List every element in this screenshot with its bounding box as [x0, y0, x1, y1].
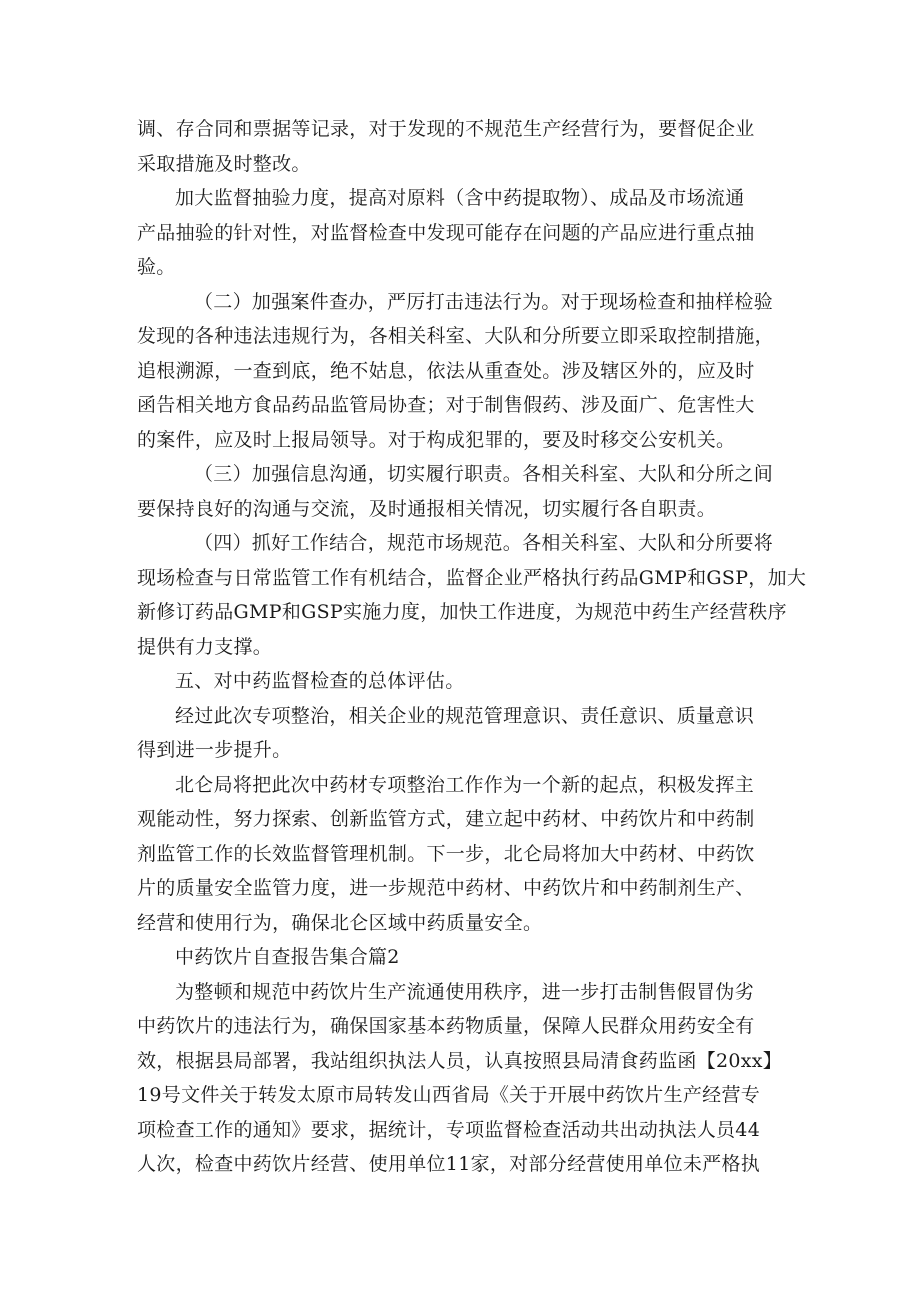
text-line: （三）加强信息沟通，切实履行职责。各相关科室、大队和分所之间: [194, 463, 774, 485]
text-line: 新修订药品GMP和GSP实施力度，加快工作进度，为规范中药生产经营秩序: [137, 601, 787, 623]
text-line: （二）加强案件查办，严厉打击违法行为。对于现场检查和抽样检验: [194, 290, 774, 313]
text-line: 得到进一步提升。: [137, 739, 292, 761]
text-line: 19号文件关于转发太原市局转发山西省局《关于开展中药饮片生产经营专: [137, 1084, 761, 1106]
text-line: 的案件，应及时上报局领导。对于构成犯罪的，要及时移交公安机关。: [137, 428, 736, 451]
text-line: 片的质量安全监管力度，进一步规范中药材、中药饮片和中药制剂生产、: [137, 877, 755, 899]
text-line: （四）抓好工作结合，规范市场规范。各相关科室、大队和分所要将: [194, 532, 774, 554]
text-line: 追根溯源，一查到底，绝不姑息，依法从重查处。涉及辖区外的，应及时: [137, 359, 755, 382]
text-line: 提供有力支撑。: [137, 635, 273, 658]
text-line: 经营和使用行为，确保北仑区域中药质量安全。: [137, 911, 543, 934]
text-line: 要保持良好的沟通与交流，及时通报相关情况，切实履行各自职责。: [137, 497, 717, 520]
document-body: [137, 112, 807, 1182]
text-line: 五、对中药监督检查的总体评估。: [175, 670, 465, 692]
text-line: 加大监督抽验力度，提高对原料（含中药提取物）、成品及市场流通: [175, 187, 745, 209]
text-line: 项检查工作的通知》要求，据统计，专项监督检查活动共出动执法人员44: [137, 1118, 761, 1141]
text-line: 产品抽验的针对性，对监督检查中发现可能存在问题的产品应进行重点抽: [137, 221, 755, 244]
text-line: 采取措施及时整改。: [137, 152, 311, 175]
text-line: 现场检查与日常监管工作有机结合，监督企业严格执行药品GMP和GSP，加大: [137, 566, 807, 589]
text-line: 中药饮片的违法行为，确保国家基本药物质量，保障人民群众用药安全有: [137, 1015, 755, 1037]
text-line: 效，根据县局部署，我站组织执法人员，认真按照县局清食药监函【20xx】: [137, 1049, 783, 1072]
text-line: 中药饮片自查报告集合篇2: [175, 946, 400, 968]
text-line: 验。: [137, 256, 176, 278]
text-line: 调、存合同和票据等记录，对于发现的不规范生产经营行为，要督促企业: [137, 118, 755, 140]
text-line: 人次，检查中药饮片经营、使用单位11家，对部分经营使用单位未严格执: [137, 1153, 761, 1175]
text-line: 为整顿和规范中药饮片生产流通使用秩序，进一步打击制售假冒伪劣: [175, 980, 755, 1003]
text-line: 经过此次专项整治，相关企业的规范管理意识、责任意识、质量意识: [175, 704, 755, 727]
text-line: 函告相关地方食品药品监管局协查；对于制售假药、涉及面广、危害性大: [137, 394, 755, 416]
text-line: 发现的各种违法违规行为，各相关科室、大队和分所要立即采取控制措施，: [137, 325, 774, 347]
text-line: 北仑局将把此次中药材专项整治工作作为一个新的起点，积极发挥主: [175, 773, 755, 796]
text-line: 观能动性，努力探索、创新监管方式，建立起中药材、中药饮片和中药制: [137, 808, 755, 830]
text-line: 剂监管工作的长效监督管理机制。下一步，北仑局将加大中药材、中药饮: [137, 842, 755, 865]
